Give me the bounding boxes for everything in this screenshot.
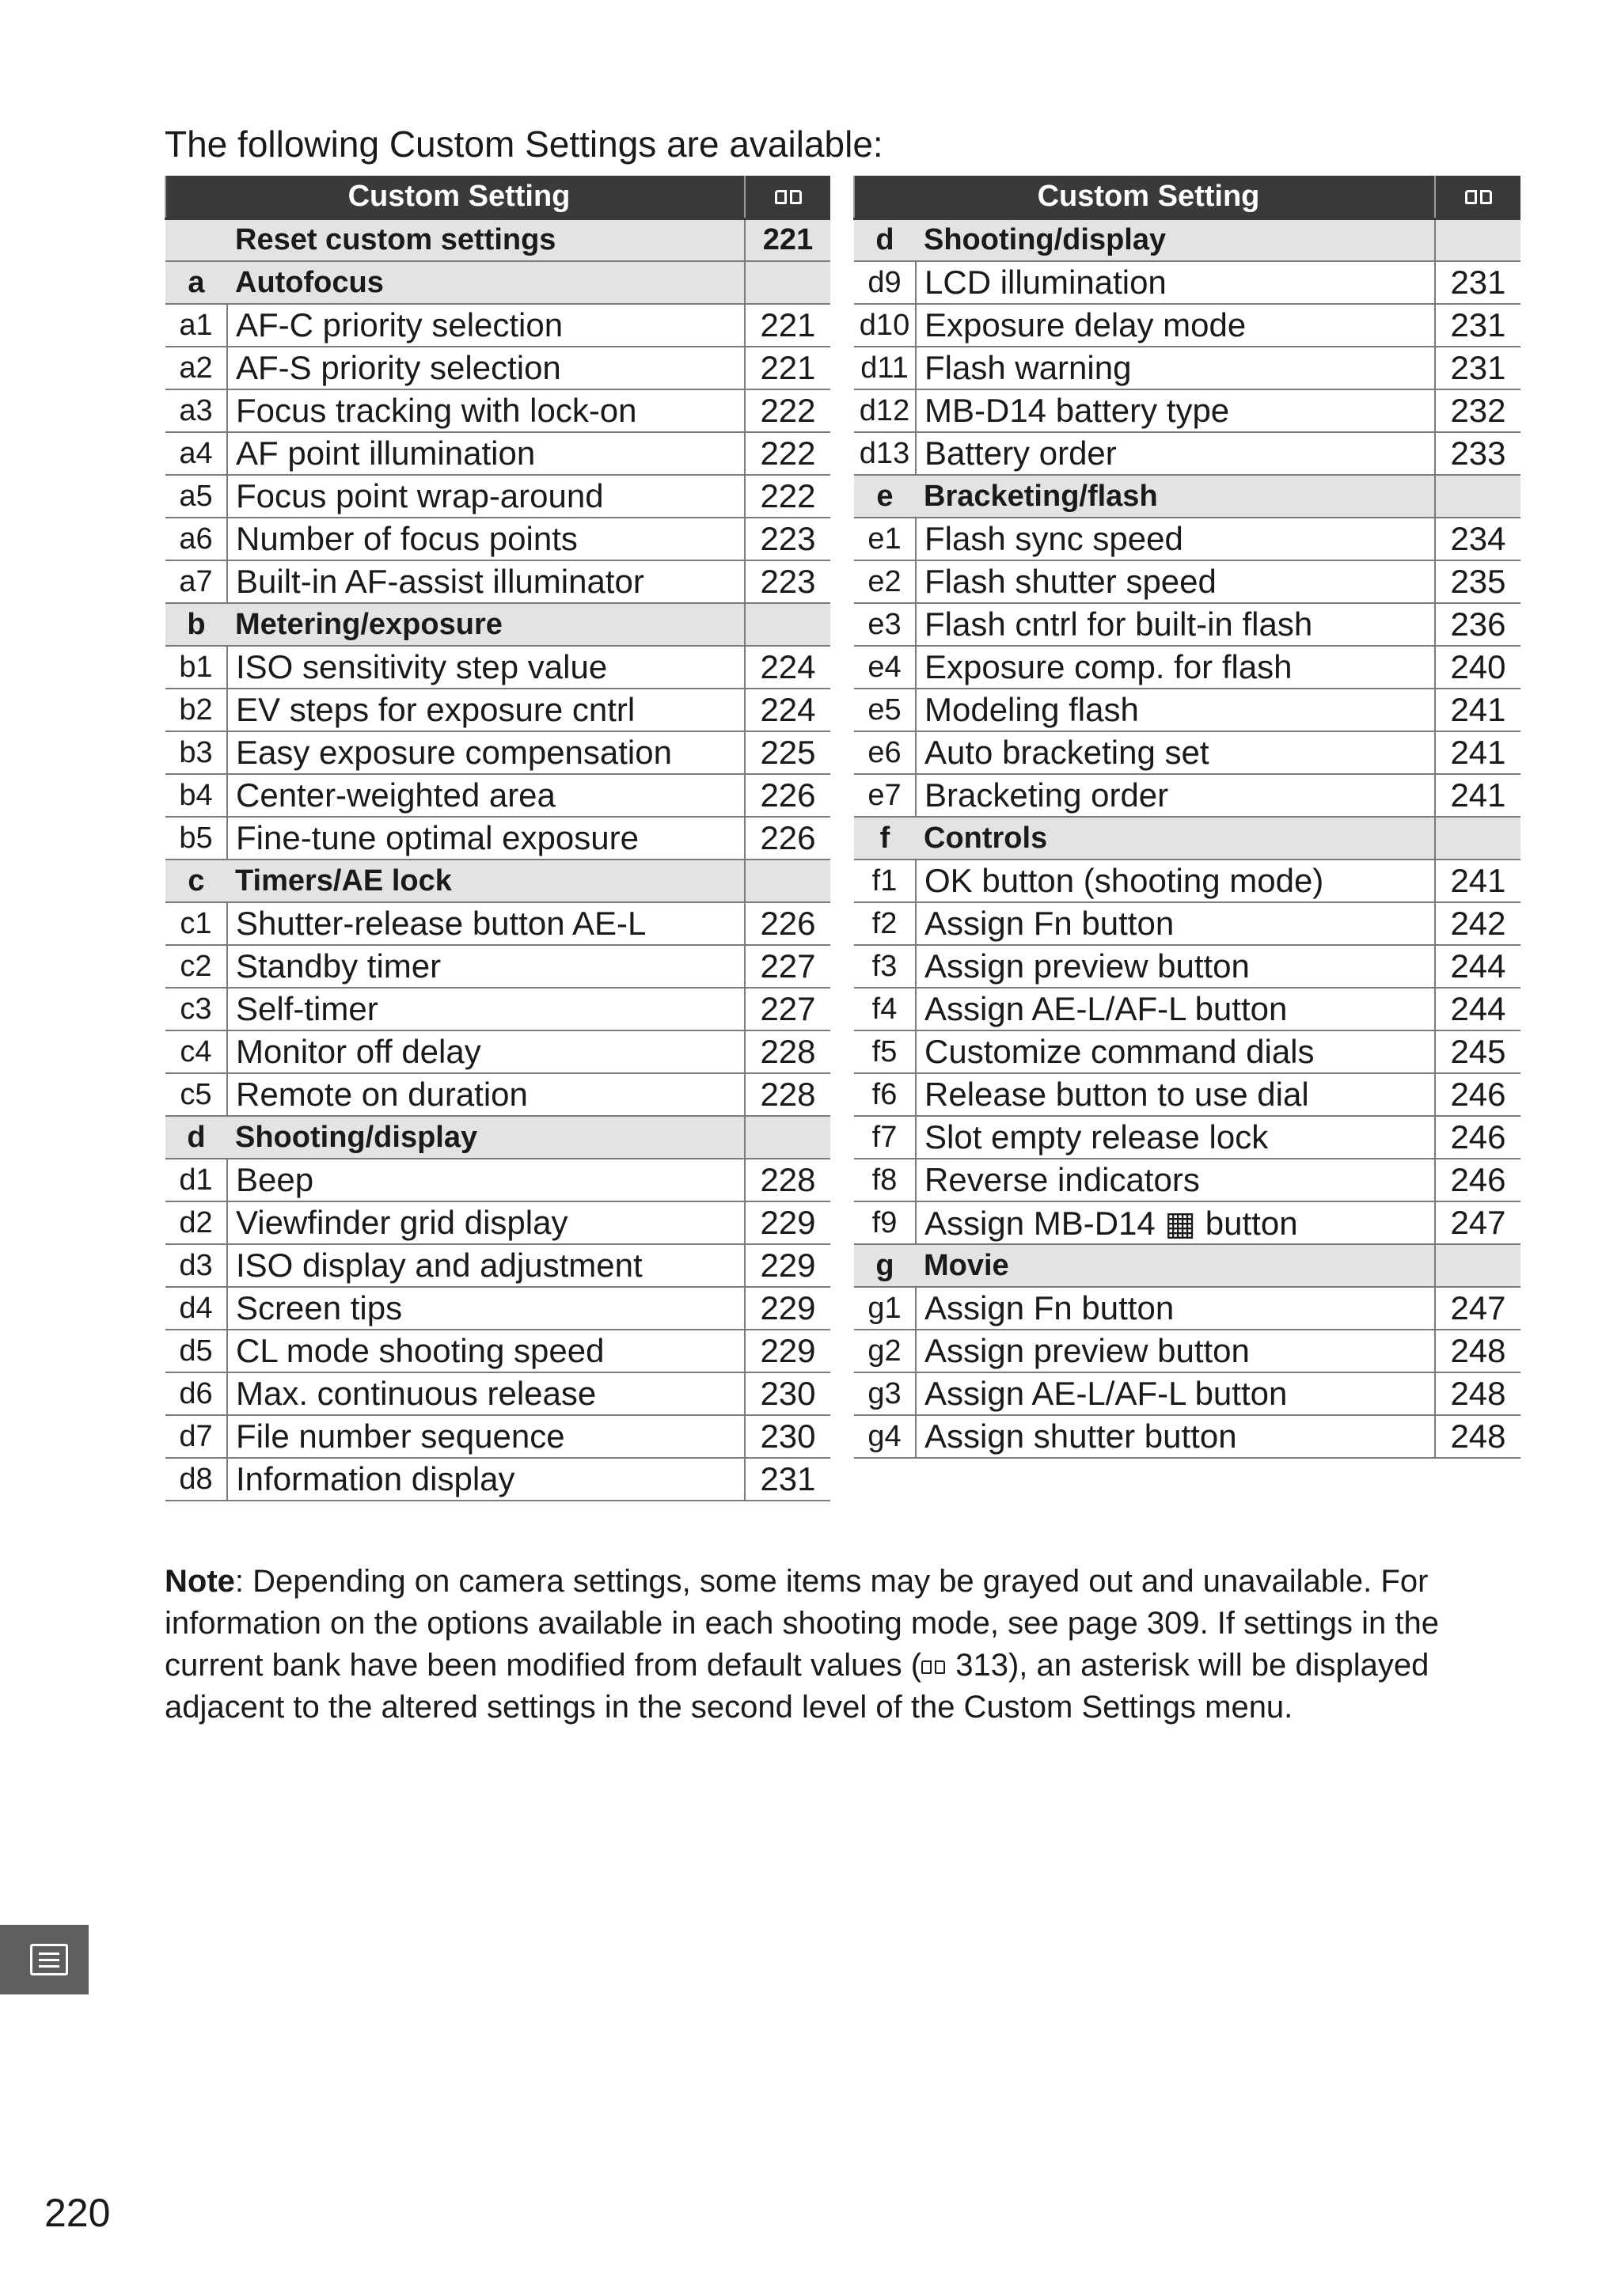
setting-row [165,1030,830,1073]
setting-row [165,1159,830,1201]
setting-code: e5 [854,689,916,731]
setting-name: Center-weighted area [227,774,745,817]
setting-row [854,603,1520,646]
setting-row [854,689,1520,731]
setting-row [854,1201,1520,1244]
setting-code: a1 [165,304,227,347]
setting-code: d10 [854,304,916,347]
setting-name: Information display [227,1458,745,1501]
page-reference: 223 [745,560,830,603]
setting-name: MB-D14 battery type [916,389,1435,432]
setting-code: d3 [165,1244,227,1287]
page-reference: 247 [1435,1287,1520,1330]
table-header-row [854,176,1520,218]
setting-code: g [854,1244,916,1287]
setting-name: File number sequence [227,1415,745,1458]
setting-code: f8 [854,1159,916,1201]
page-reference [1435,817,1520,860]
setting-code: d7 [165,1415,227,1458]
setting-name: Assign shutter button [916,1415,1435,1458]
setting-row [165,432,830,475]
setting-code: c [165,860,227,902]
setting-code: d1 [165,1159,227,1201]
setting-code: b3 [165,731,227,774]
setting-row [854,261,1520,304]
page-reference: 231 [1435,261,1520,304]
setting-name: Release button to use dial [916,1073,1435,1116]
group-row [165,1116,830,1159]
setting-row [165,817,830,860]
setting-name: Flash shutter speed [916,560,1435,603]
page-reference: 236 [1435,603,1520,646]
setting-code: d4 [165,1287,227,1330]
setting-row [165,304,830,347]
setting-code: f9 [854,1201,916,1244]
setting-row [854,988,1520,1030]
setting-row [854,860,1520,902]
setting-code: f7 [854,1116,916,1159]
setting-row [165,389,830,432]
page-reference: 240 [1435,646,1520,689]
setting-row [854,1030,1520,1073]
page-reference: 227 [745,945,830,988]
setting-code: a6 [165,518,227,560]
setting-code: e2 [854,560,916,603]
setting-row [165,689,830,731]
book-page-reference-icon [775,188,802,207]
page-reference [745,603,830,646]
setting-code: d11 [854,347,916,389]
setting-code: b4 [165,774,227,817]
setting-row [854,1159,1520,1201]
setting-name: OK button (shooting mode) [916,860,1435,902]
page-reference: 241 [1435,774,1520,817]
setting-name: ISO display and adjustment [227,1244,745,1287]
page-reference: 225 [745,731,830,774]
setting-code: f5 [854,1030,916,1073]
setting-name: Flash warning [916,347,1435,389]
setting-row [165,518,830,560]
page-reference: 231 [1435,347,1520,389]
page-reference: 230 [745,1415,830,1458]
page-reference: 227 [745,988,830,1030]
setting-name: Modeling flash [916,689,1435,731]
setting-name: Focus point wrap-around [227,475,745,518]
book-page-reference-icon [921,1660,945,1677]
setting-name: AF point illumination [227,432,745,475]
setting-code: b [165,603,227,646]
setting-row [854,902,1520,945]
page-reference: 248 [1435,1372,1520,1415]
page-reference: 241 [1435,731,1520,774]
setting-code: c5 [165,1073,227,1116]
setting-code: a7 [165,560,227,603]
setting-row [854,560,1520,603]
table-body-left [165,218,830,1501]
note-text-before: : Depending on camera settings, some items may be grayed out and unavailable. For information on the options available in each shooting mode, see page 309. If settings in the current bank have been modified from default values ( [165,1564,1439,1683]
setting-code: g4 [854,1415,916,1458]
setting-code: a2 [165,347,227,389]
setting-name: Metering/exposure [227,603,745,646]
header-custom-setting: Custom Setting [854,176,1435,218]
setting-row [165,1244,830,1287]
custom-settings-table-left [165,176,830,1501]
setting-row [854,432,1520,475]
page-reference: 229 [745,1287,830,1330]
setting-name: Beep [227,1159,745,1201]
setting-row [854,945,1520,988]
page-reference: 231 [745,1458,830,1501]
setting-name: Assign MB-D14 ▦ button [916,1201,1435,1244]
page-reference: 244 [1435,988,1520,1030]
page-reference: 226 [745,902,830,945]
header-custom-setting: Custom Setting [165,176,745,218]
setting-row [854,731,1520,774]
setting-name: Reverse indicators [916,1159,1435,1201]
group-row [165,218,830,261]
page-reference: 229 [745,1201,830,1244]
setting-name: Shutter-release button AE-L [227,902,745,945]
setting-code: e7 [854,774,916,817]
setting-name: Controls [916,817,1435,860]
setting-row [165,1330,830,1372]
setting-code: b2 [165,689,227,731]
note-paragraph [165,1561,1510,1729]
setting-name: AF-S priority selection [227,347,745,389]
setting-name: Bracketing order [916,774,1435,817]
setting-code: d [854,218,916,261]
group-row [165,603,830,646]
setting-row [165,1287,830,1330]
setting-row [165,347,830,389]
page-reference: 229 [745,1330,830,1372]
note-page-ref: 313 [955,1648,1008,1683]
setting-code: d12 [854,389,916,432]
setting-code: b5 [165,817,227,860]
table-body-right [854,218,1520,1458]
group-row [854,817,1520,860]
setting-name: Shooting/display [227,1116,745,1159]
page-reference [1435,218,1520,261]
setting-code: e4 [854,646,916,689]
setting-row [165,1201,830,1244]
setting-code: d6 [165,1372,227,1415]
page-reference: 235 [1435,560,1520,603]
setting-code: e [854,475,916,518]
page-reference: 233 [1435,432,1520,475]
setting-name: Flash cntrl for built-in flash [916,603,1435,646]
setting-code: g1 [854,1287,916,1330]
setting-name: EV steps for exposure cntrl [227,689,745,731]
group-row [854,218,1520,261]
setting-row [854,774,1520,817]
setting-name: Customize command dials [916,1030,1435,1073]
setting-code: f4 [854,988,916,1030]
page-reference: 245 [1435,1030,1520,1073]
setting-name: Bracketing/flash [916,475,1435,518]
setting-row [854,304,1520,347]
setting-row [854,646,1520,689]
setting-row [854,518,1520,560]
page-reference: 222 [745,389,830,432]
setting-row [165,475,830,518]
custom-settings-table-right [853,176,1520,1459]
page-reference: 247 [1435,1201,1520,1244]
group-row [854,475,1520,518]
page-reference: 226 [745,817,830,860]
setting-code: g2 [854,1330,916,1372]
setting-code: a3 [165,389,227,432]
custom-settings-menu-icon [30,1944,68,1975]
page-reference: 221 [745,304,830,347]
group-row [854,1244,1520,1287]
setting-name: CL mode shooting speed [227,1330,745,1372]
setting-name: Assign preview button [916,945,1435,988]
note-text-after: ), an asterisk will be displayed adjacent to the altered settings in the second level of the Custom Settings menu. [165,1648,1429,1725]
setting-row [165,560,830,603]
setting-row [165,774,830,817]
setting-name: Standby timer [227,945,745,988]
setting-name: Viewfinder grid display [227,1201,745,1244]
page-reference: 229 [745,1244,830,1287]
setting-code: a5 [165,475,227,518]
setting-row [854,1116,1520,1159]
book-page-reference-icon [1465,188,1492,207]
setting-row [165,1415,830,1458]
intro-text: The following Custom Settings are available: [165,123,883,165]
table-header-row [165,176,830,218]
page-reference: 248 [1435,1415,1520,1458]
page-reference [745,1116,830,1159]
setting-row [854,1372,1520,1415]
setting-row [165,945,830,988]
page-reference: 221 [745,347,830,389]
setting-row [854,1415,1520,1458]
setting-name: Assign Fn button [916,1287,1435,1330]
page-reference: 231 [1435,304,1520,347]
page-reference: 223 [745,518,830,560]
setting-row [854,1330,1520,1372]
page-reference: 222 [745,432,830,475]
page-reference [745,860,830,902]
page-reference: 228 [745,1073,830,1116]
page-reference: 228 [745,1159,830,1201]
page-reference: 232 [1435,389,1520,432]
page-reference: 241 [1435,689,1520,731]
page-reference: 246 [1435,1159,1520,1201]
setting-code: g3 [854,1372,916,1415]
setting-row [165,1372,830,1415]
page-reference: 224 [745,689,830,731]
setting-name: Battery order [916,432,1435,475]
setting-name: Remote on duration [227,1073,745,1116]
page-reference: 228 [745,1030,830,1073]
setting-code: f2 [854,902,916,945]
setting-name: Shooting/display [916,218,1435,261]
setting-row [165,731,830,774]
header-page-column [745,176,830,218]
setting-name: Exposure comp. for flash [916,646,1435,689]
setting-name: Movie [916,1244,1435,1287]
setting-code: f3 [854,945,916,988]
page-reference: 221 [745,218,830,261]
setting-name: Assign Fn button [916,902,1435,945]
setting-code: c2 [165,945,227,988]
page-reference: 224 [745,646,830,689]
setting-row [165,646,830,689]
setting-code: d9 [854,261,916,304]
page-reference: 244 [1435,945,1520,988]
setting-name: Self-timer [227,988,745,1030]
header-page-column [1435,176,1520,218]
setting-row [854,1073,1520,1116]
page-reference: 230 [745,1372,830,1415]
page-reference [1435,1244,1520,1287]
setting-code: c3 [165,988,227,1030]
page-reference: 241 [1435,860,1520,902]
group-row [165,860,830,902]
page-reference: 226 [745,774,830,817]
setting-row [165,1458,830,1501]
setting-code: b1 [165,646,227,689]
setting-name: Number of focus points [227,518,745,560]
setting-code: c1 [165,902,227,945]
setting-name: Assign preview button [916,1330,1435,1372]
setting-name: Slot empty release lock [916,1116,1435,1159]
setting-row [165,902,830,945]
setting-name: Max. continuous release [227,1372,745,1415]
setting-code: e6 [854,731,916,774]
setting-code [165,218,227,261]
setting-name: Autofocus [227,261,745,304]
setting-name: Reset custom settings [227,218,745,261]
setting-name: Exposure delay mode [916,304,1435,347]
page-reference: 222 [745,475,830,518]
setting-name: Screen tips [227,1287,745,1330]
setting-name: Fine-tune optimal exposure [227,817,745,860]
setting-code: a4 [165,432,227,475]
custom-settings-menu-tab[interactable] [0,1925,89,1994]
page-reference [1435,475,1520,518]
setting-name: AF-C priority selection [227,304,745,347]
setting-name: Monitor off delay [227,1030,745,1073]
setting-code: f6 [854,1073,916,1116]
setting-name: ISO sensitivity step value [227,646,745,689]
setting-code: d13 [854,432,916,475]
setting-name: Easy exposure compensation [227,731,745,774]
setting-code: d8 [165,1458,227,1501]
setting-name: Built-in AF-assist illuminator [227,560,745,603]
setting-code: f [854,817,916,860]
page-reference [745,261,830,304]
setting-row [165,1073,830,1116]
setting-name: Auto bracketing set [916,731,1435,774]
setting-name: Focus tracking with lock-on [227,389,745,432]
page-reference: 246 [1435,1073,1520,1116]
setting-name: Timers/AE lock [227,860,745,902]
page-number: 220 [44,2191,111,2235]
page-reference: 246 [1435,1116,1520,1159]
setting-code: e1 [854,518,916,560]
setting-code: a [165,261,227,304]
page-reference: 242 [1435,902,1520,945]
setting-name: Assign AE-L/AF-L button [916,988,1435,1030]
setting-code: c4 [165,1030,227,1073]
setting-code: f1 [854,860,916,902]
setting-code: d2 [165,1201,227,1244]
setting-name: LCD illumination [916,261,1435,304]
setting-row [854,347,1520,389]
setting-name: Assign AE-L/AF-L button [916,1372,1435,1415]
setting-code: e3 [854,603,916,646]
setting-row [854,389,1520,432]
page-reference: 248 [1435,1330,1520,1372]
page-reference: 234 [1435,518,1520,560]
setting-code: d5 [165,1330,227,1372]
setting-name: Flash sync speed [916,518,1435,560]
setting-code: d [165,1116,227,1159]
group-row [165,261,830,304]
note-label: Note [165,1564,235,1599]
setting-row [854,1287,1520,1330]
setting-row [165,988,830,1030]
